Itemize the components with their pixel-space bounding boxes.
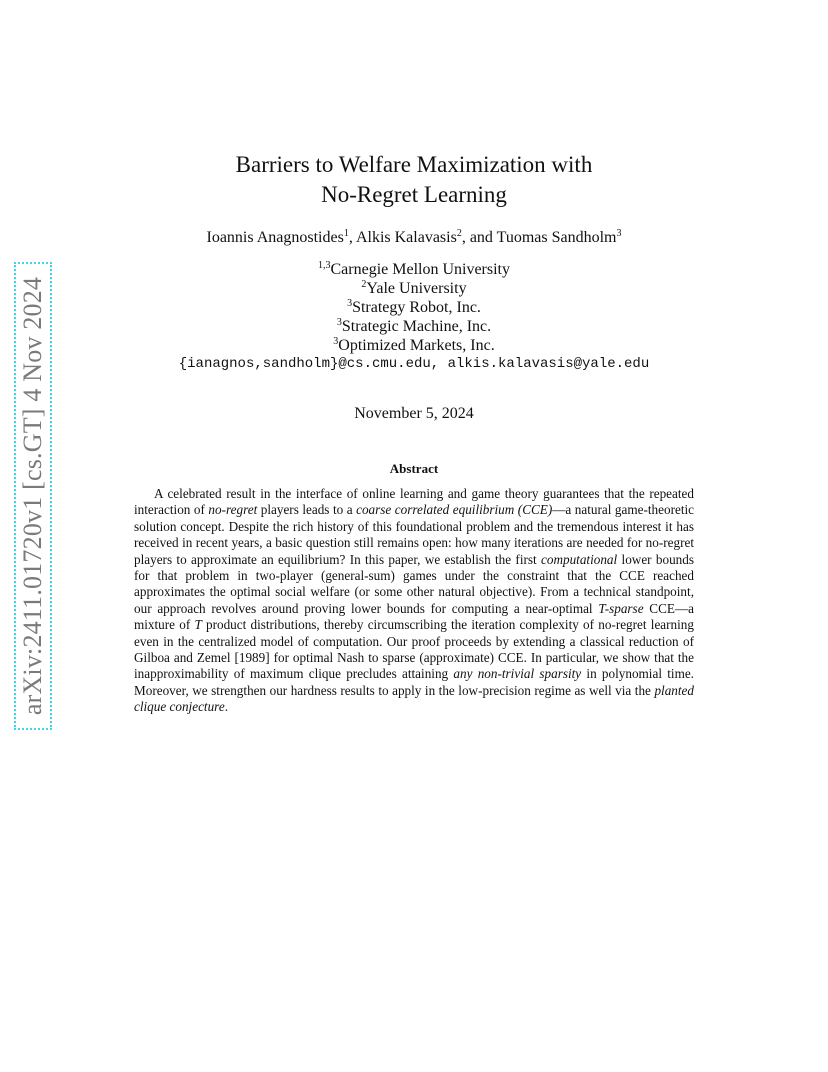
abstract-emphasis: computational <box>541 551 618 567</box>
arxiv-identifier: arXiv:2411.01720v1 [cs.GT] 4 Nov 2024 <box>18 276 47 716</box>
abstract-emphasis: T-sparse <box>598 600 644 616</box>
affiliation <box>0 298 828 317</box>
author-separator: , and <box>461 229 497 246</box>
author-name: Tuomas Sandholm <box>496 229 617 246</box>
author-list <box>0 229 828 247</box>
affiliation-marker: 3 <box>347 298 353 309</box>
affiliation-name: Strategic Machine, Inc. <box>341 318 492 335</box>
affiliation <box>0 260 828 279</box>
author-affiliation-marker: 2 <box>456 228 462 239</box>
publication-date: November 5, 2024 <box>354 405 474 422</box>
abstract-text: . <box>224 699 228 715</box>
affiliation <box>0 336 828 355</box>
abstract-text: lower bounds for that problem in two-player (general-sum) games under the constraint that the CCE reached approximates the optimal social welfare (or some other natural objective). From a technical standpoint, our approach revolves around proving lower bounds for computing a near-optimal <box>134 551 694 616</box>
author-separator: , <box>348 229 356 246</box>
affiliation-marker: 3 <box>333 336 339 347</box>
affiliation-marker: 3 <box>336 317 342 328</box>
abstract-emphasis: planted clique conjecture <box>134 682 694 715</box>
abstract-heading: Abstract <box>389 461 439 476</box>
author-name: Alkis Kalavasis <box>355 229 457 246</box>
title-line-1: Barriers to Welfare Maximization with <box>235 152 593 177</box>
abstract-emphasis: T <box>194 617 202 633</box>
abstract-text: —a natural game-theoretic solution concept. Despite the rich history of this foundational problem and the tremendous interest it has received in recent years, a basic question still remains open: how many iterations are needed for no-regret players to approximate an equilibrium? In this paper, we establish the first <box>134 502 694 567</box>
affiliation <box>0 279 828 298</box>
author-affiliation-marker: 1 <box>343 228 349 239</box>
affiliation-name: Carnegie Mellon University <box>330 261 510 278</box>
abstract-text: product distributions, thereby circumscribing the iteration complexity of no-regret learning even in the centralized model of computation. Our proof proceeds by extending a classical reduction of Gilboa and Zemel [1989] for optimal Nash to sparse (approximate) CCE. In particular, we show that the inapproximability of maximum clique precludes attaining <box>134 617 694 682</box>
author-affiliation-marker: 3 <box>616 228 622 239</box>
author-name: Ioannis Anagnostides <box>206 229 344 246</box>
affiliation-marker: 1,3 <box>317 260 331 271</box>
affiliation-marker: 2 <box>361 279 367 290</box>
affiliation-list <box>0 260 828 374</box>
paper-title <box>0 150 828 210</box>
abstract-text: in polynomial time. Moreover, we strengthen our hardness results to apply in the low-precision regime as well via the <box>134 666 694 698</box>
affiliation-name: Optimized Markets, Inc. <box>338 337 495 354</box>
abstract-emphasis: coarse correlated equilibrium (CCE) <box>356 502 553 518</box>
title-line-2: No-Regret Learning <box>321 182 507 207</box>
affiliation-name: Strategy Robot, Inc. <box>352 299 481 316</box>
affiliation-name: Yale University <box>366 280 467 297</box>
abstract-emphasis: no-regret <box>208 502 258 518</box>
abstract-text: players leads to a <box>257 502 357 518</box>
abstract-text: A celebrated result in the interface of online learning and game theory guarantees that the repeated interaction of <box>134 486 694 518</box>
abstract-emphasis: any non-trivial sparsity <box>453 666 582 682</box>
abstract-body <box>134 486 694 716</box>
abstract-text: CCE—a mixture of <box>134 600 694 633</box>
author-emails: {ianagnos,sandholm}@cs.cmu.edu, alkis.kalavasis@yale.edu <box>178 356 650 372</box>
affiliation <box>0 317 828 336</box>
